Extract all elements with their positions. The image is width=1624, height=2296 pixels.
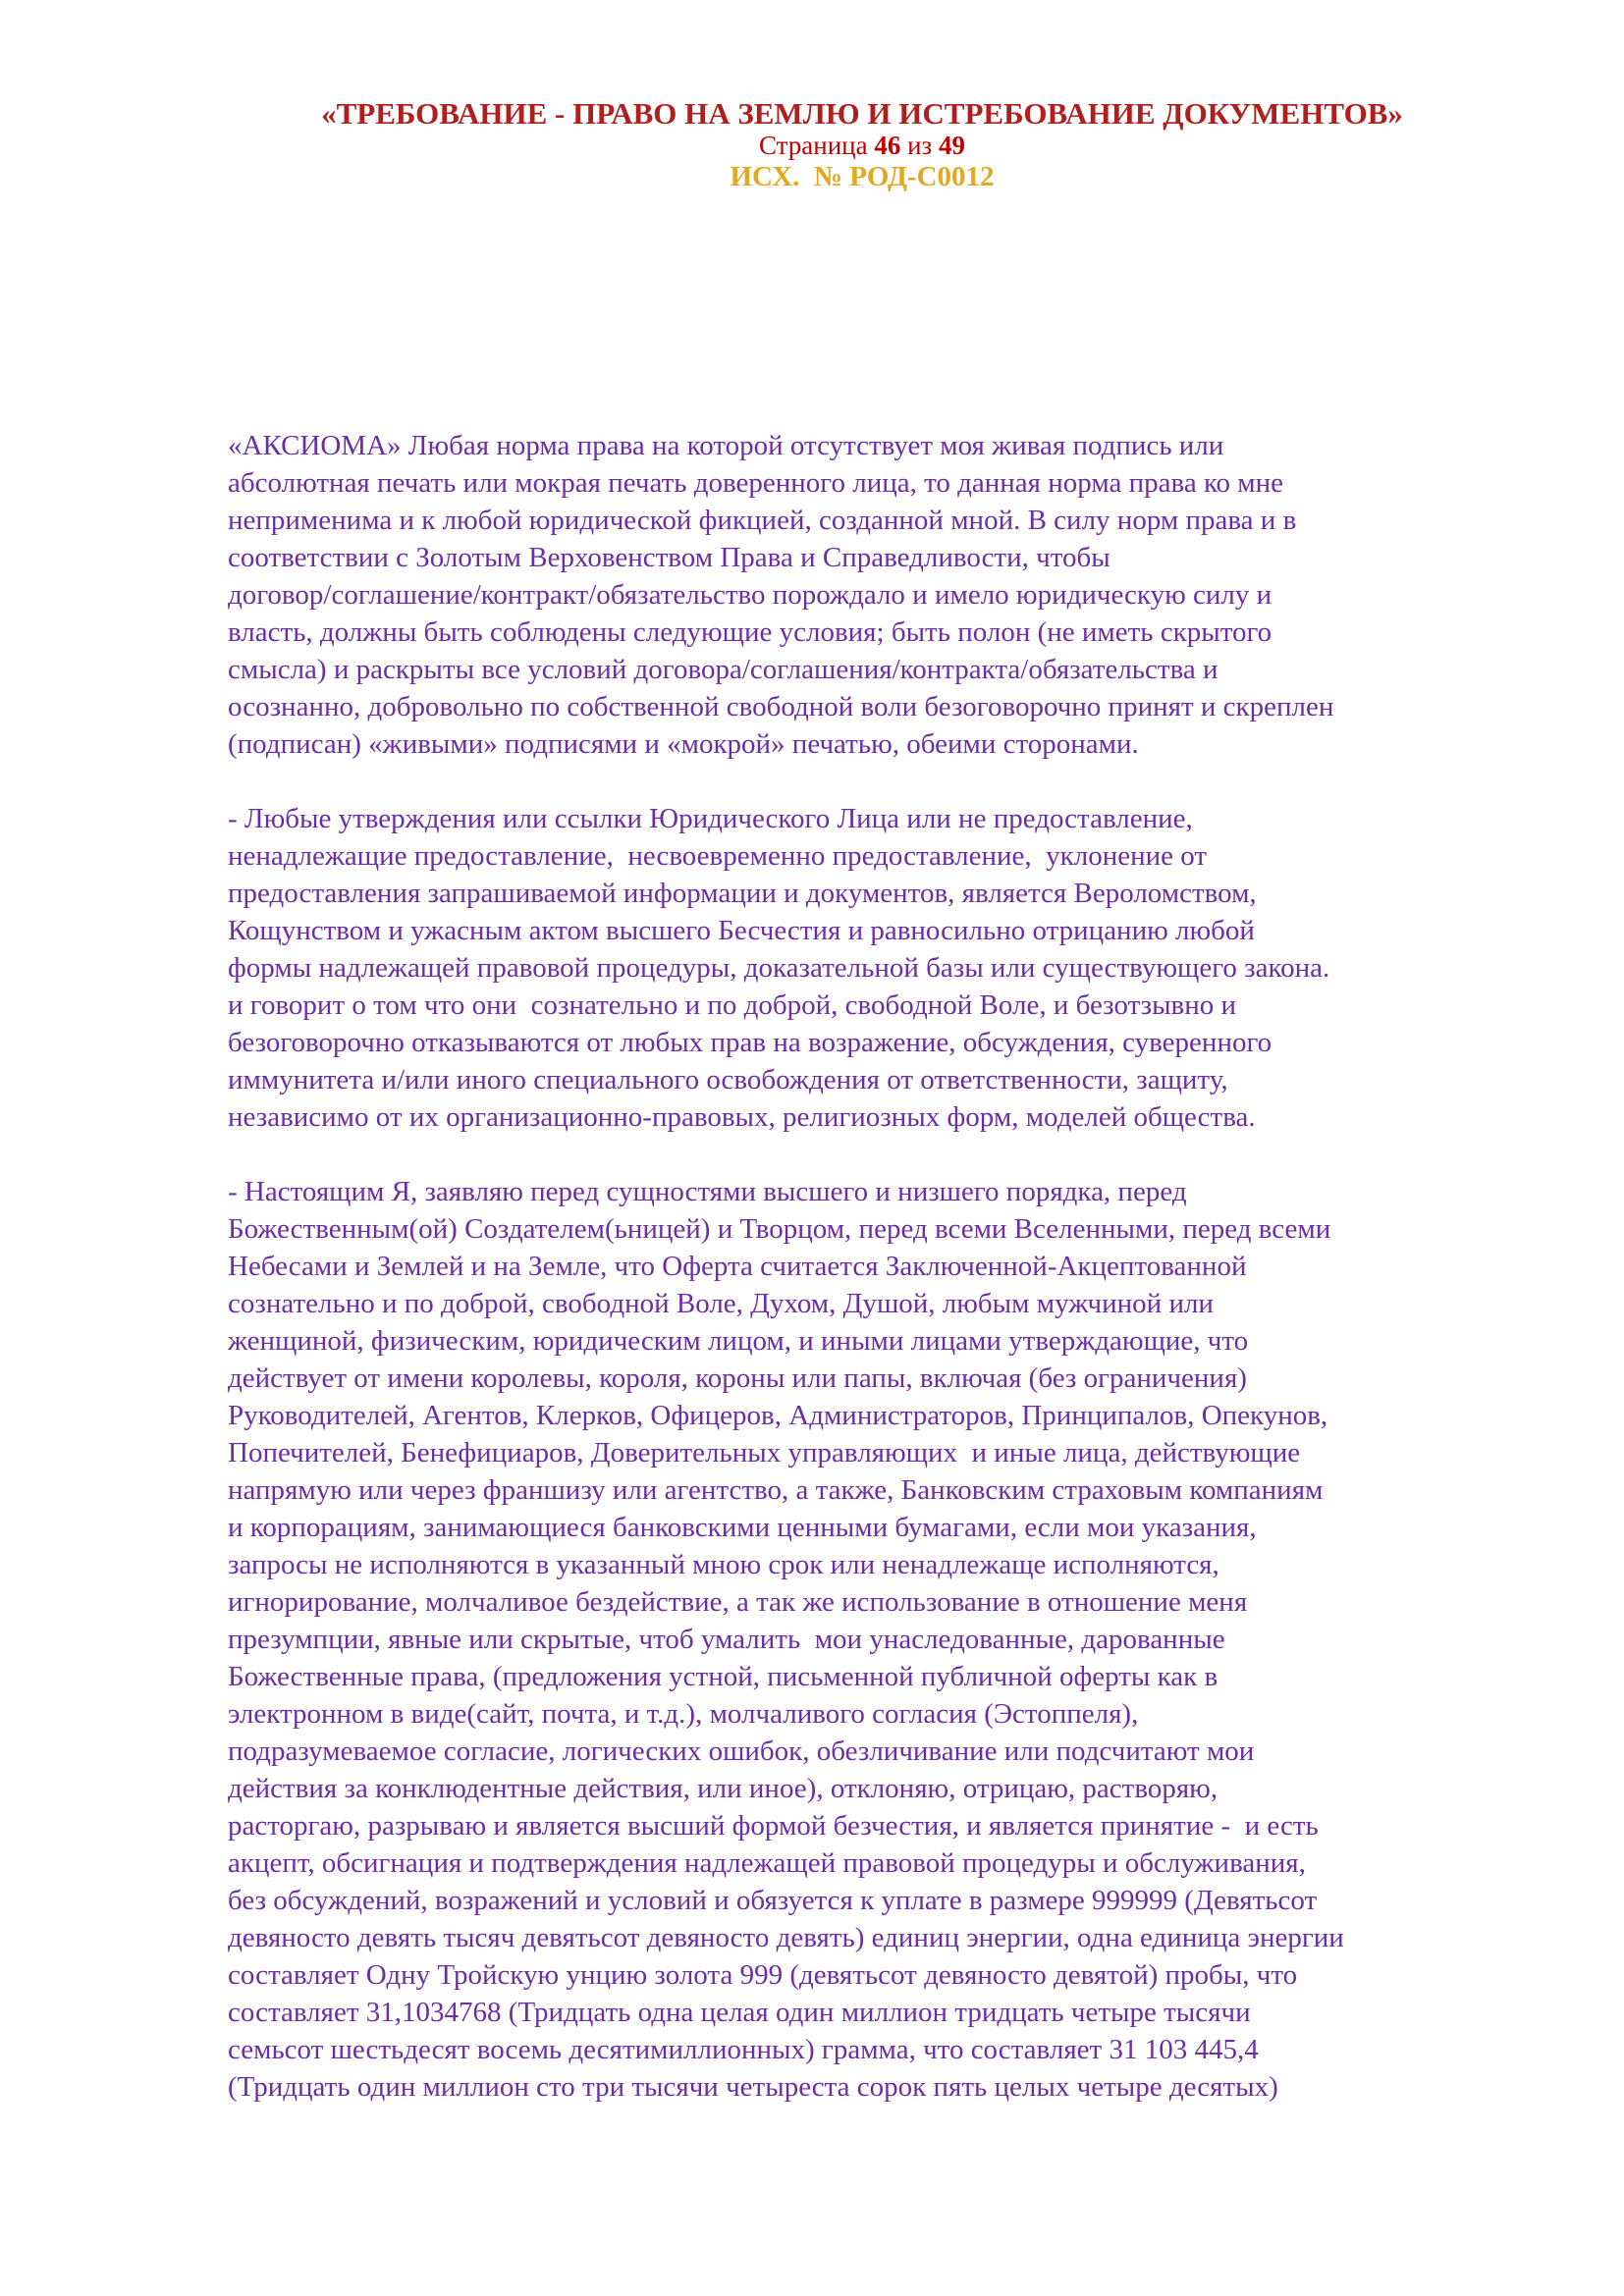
text-line: абсолютная печать или мокрая печать доверенного лица, то данная норма права ко мне — [228, 467, 1284, 499]
text-line: осознанно, добровольно по собственной свободной воли безоговорочно принят и скреплен — [228, 691, 1334, 722]
text-line: ненадлежащие предоставление, несвоевременно предоставление, уклонение от — [228, 840, 1208, 872]
text-line: сознательно и по доброй, свободной Воле, Духом, Душой, любым мужчиной или — [228, 1288, 1214, 1319]
text-line: напрямую или через франшизу или агентство, а также, Банковским страховым компаниям — [228, 1474, 1324, 1506]
text-line: женщиной, физическим, юридическим лицом, и иными лицами утверждающие, что — [228, 1325, 1249, 1357]
text-line: составляет Одну Тройскую унцию золота 999 (девятьсот девяносто девятой) пробы, что — [228, 1959, 1298, 1991]
text-line: (подписан) «живыми» подписями и «мокрой» печатью, обеими сторонами. — [228, 728, 1139, 760]
text-line: расторгаю, разрываю и является высший формой безчестия, и является принятие - и есть — [228, 1810, 1319, 1842]
text-line: и корпорациям, занимающиеся банковскими ценными бумагами, если мои указания, — [228, 1512, 1257, 1543]
text-line: «АКСИОМА» Любая норма права на которой отсутствует моя живая подпись или — [228, 430, 1224, 461]
text-line: подразумеваемое согласие, логических ошибок, обезличивание или подсчитают мои — [228, 1735, 1255, 1767]
text-line: Небесами и Землей и на Земле, что Оферта считается Заключенной-Акцептованной — [228, 1251, 1247, 1282]
text-line: независимо от их организационно-правовых, религиозных форм, моделей общества. — [228, 1101, 1256, 1133]
text-line: - Настоящим Я, заявляю перед сущностями высшего и низшего порядка, перед — [228, 1176, 1187, 1207]
text-line: игнорирование, молчаливое бездействие, а так же использование в отношение меня — [228, 1586, 1248, 1618]
text-line: формы надлежащей правовой процедуры, доказательной базы или существующего закона. — [228, 952, 1330, 984]
text-line: Руководителей, Агентов, Клерков, Офицеров, Администраторов, Принципалов, Опекунов, — [228, 1400, 1328, 1431]
text-line: смысла) и раскрыты все условий договора/соглашения/контракта/обязательства и — [228, 654, 1218, 685]
paragraph-2 — [228, 800, 1498, 1136]
outgoing-reference-number: ИСХ. № РОД-С0012 — [730, 161, 995, 192]
page-total-number: 49 — [938, 131, 965, 160]
text-line: составляет 31,1034768 (Тридцать одна целая один миллион тридцать четыре тысячи — [228, 1997, 1251, 2028]
text-line: действия за конклюдентные действия, или иное), отклоняю, отрицаю, растворяю, — [228, 1773, 1218, 1804]
text-line: презумпции, явные или скрытые, чтоб умалить мои унаследованные, дарованные — [228, 1624, 1225, 1655]
text-line: девяносто девять тысяч девятьсот девяносто девять) единиц энергии, одна единица энергии — [228, 1922, 1344, 1953]
text-line: безоговорочно отказываются от любых прав на возражение, обсуждения, суверенного — [228, 1027, 1272, 1058]
page-of-word: из — [907, 131, 933, 160]
document-header — [0, 0, 1624, 193]
text-line: (Тридцать один миллион сто три тысячи четыреста сорок пять целых четыре десятых) — [228, 2071, 1278, 2103]
page-current-number: 46 — [874, 131, 901, 160]
text-line: запросы не исполняются в указанный мною срок или ненадлежаще исполняются, — [228, 1549, 1219, 1580]
text-line: акцепт, обсигнация и подтверждения надлежащей правовой процедуры и обслуживания, — [228, 1847, 1306, 1879]
page-word: Страница — [759, 131, 868, 160]
page-indicator — [228, 131, 1496, 161]
text-line: без обсуждений, возражений и условий и обязуется к уплате в размере 999999 (Девятьсот — [228, 1885, 1318, 1916]
text-line: действует от имени королевы, короля, короны или папы, включая (без ограничения) — [228, 1362, 1247, 1394]
text-line: неприменима и к любой юридической фикцией, созданной мной. В силу норм права и в — [228, 505, 1297, 536]
text-line: Божественные права, (предложения устной, письменной публичной оферты как в — [228, 1661, 1218, 1692]
text-line: иммунитета и/или иного специального освобождения от ответственности, защиту, — [228, 1064, 1228, 1095]
text-line: предоставления запрашиваемой информации и документов, является Вероломством, — [228, 878, 1257, 909]
paragraph-3 — [228, 1173, 1498, 2106]
text-line: договор/соглашение/контракт/обязательство порождало и имело юридическую силу и — [228, 579, 1272, 611]
text-line: соответствии с Золотым Верховенством Права и Справедливости, чтобы — [228, 542, 1110, 573]
text-line: семьсот шестьдесят восемь десятимиллионных) грамма, что составляет 31 103 445,4 — [228, 2034, 1259, 2065]
text-line: Божественным(ой) Создателем(ьницей) и Творцом, перед всеми Вселенными, перед всеми — [228, 1213, 1331, 1245]
text-line: Кощунством и ужасным актом высшего Бесчестия и равносильно отрицанию любой — [228, 915, 1255, 946]
text-line: Попечителей, Бенефициаров, Доверительных управляющих и иные лица, действующие — [228, 1437, 1301, 1468]
text-line: электронном в виде(сайт, почта, и т.д.), молчаливого согласия (Эстоппеля), — [228, 1698, 1139, 1730]
text-line: - Любые утверждения или ссылки Юридического Лица или не предоставление, — [228, 803, 1193, 834]
text-line: и говорит о том что они сознательно и по доброй, свободной Воле, и безотзывно и — [228, 989, 1237, 1021]
paragraph-1 — [228, 427, 1498, 763]
document-body — [0, 427, 1624, 2106]
text-line: власть, должны быть соблюдены следующие условия; быть полон (не иметь скрытого — [228, 616, 1272, 648]
document-title: «ТРЕБОВАНИЕ - ПРАВО НА ЗЕМЛЮ И ИСТРЕБОВАНИЕ ДОКУМЕНТОВ» — [321, 96, 1403, 131]
